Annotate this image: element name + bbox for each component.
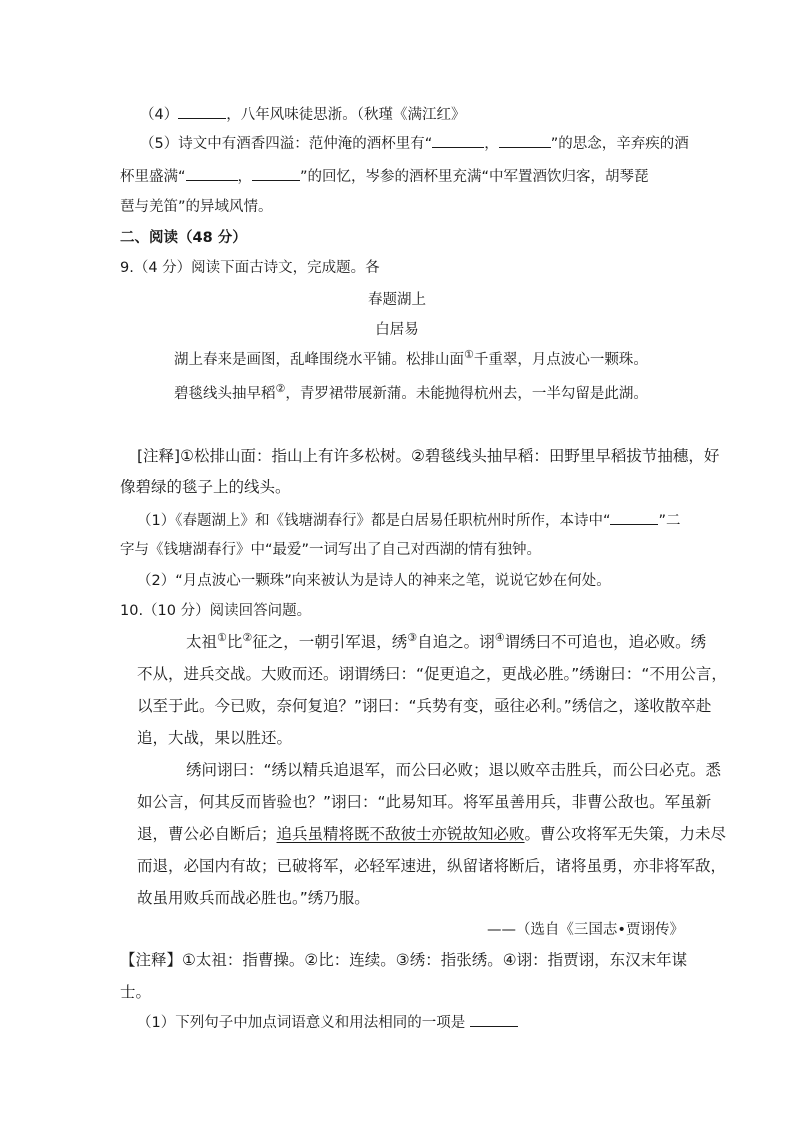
footnote-marker: ① — [217, 631, 227, 644]
q9-sub1-text: （1）《春题湖上》和《钱塘湖春行》都是白居易任职杭州时所作，本诗中“ — [137, 513, 611, 529]
underlined-sentence: 追兵虽精将既不敌彼士亦锐故知必败 — [276, 825, 525, 843]
q5-text: ， — [484, 136, 499, 152]
passage-line-3: 以至于此。今已败，奈何复追？”诩曰：“兵势有变，亟往必利。”绣信之，遂收散卒赴 — [137, 697, 712, 715]
passage-line-4: 追，大战，果以胜还。 — [137, 729, 293, 747]
passage-text: 比 — [226, 633, 243, 651]
poem-note-1: [注释]①松排山面：指山上有许多松树。②碧毯线头抽早稻：田野里早稻拔节抽穗，好 — [137, 447, 720, 465]
passage-line-1 — [186, 632, 706, 654]
poem-note-2: 像碧绿的毯子上的线头。 — [120, 478, 291, 496]
q5-text: ”的回忆，岑参的酒杯里充满“中军置酒饮归客，胡琴琵 — [300, 169, 649, 185]
q5-text: （5）诗文中有酒香四溢：范仲淹的酒杯里有“ — [140, 136, 433, 152]
q4-line — [140, 104, 465, 125]
answer-blank[interactable] — [470, 1012, 518, 1027]
passage-text: 太祖 — [186, 633, 218, 651]
footnote-marker: ① — [464, 348, 474, 361]
passage-line-9: 故虽用败兵而战必胜也。”绣乃服。 — [137, 889, 370, 907]
section-heading: 二、阅读（48 分） — [120, 230, 247, 246]
passage-text: 征之，一朝引军退，绣 — [252, 633, 408, 651]
passage-line-2: 不从，进兵交战。大败而还。诩谓绣曰：“促更追之，更战必胜。”绣谢曰：“不用公言， — [137, 665, 727, 683]
passage-note-2: 士。 — [120, 983, 152, 1001]
poem-line-2 — [174, 384, 648, 405]
footnote-marker: ③ — [407, 631, 418, 644]
q9-stem: 9.（4 分）阅读下面古诗文，完成题。各 — [120, 260, 380, 276]
q9-sub1-line-2: 字与《钱塘湖春行》中“最爱”一词写出了自己对西湖的情有独钟。 — [120, 542, 542, 558]
q4-text: ，八年风味徒思浙。（秋瑾《满江红》 — [226, 107, 466, 123]
footnote-marker: ② — [275, 382, 286, 395]
poem-text: ，青罗裙带展新蒲。未能抛得杭州去，一半勾留是此湖。 — [285, 386, 648, 402]
passage-text: 。曹公攻将军无失策，力未尽 — [524, 825, 727, 843]
q5-line-1 — [140, 133, 689, 154]
answer-blank[interactable] — [178, 104, 226, 119]
passage-note-1: 【注释】①太祖：指曹操。②比：连续。③绣：指张绣。④诩：指贾诩，东汉末年谋 — [120, 951, 688, 969]
poem-text: 湖上春来是画图，乱峰围绕水平铺。松排山面 — [174, 352, 464, 368]
passage-line-6: 如公言，何其反而皆验也？”诩曰：“此易知耳。将军虽善用兵，非曹公敌也。军虽新 — [137, 793, 712, 811]
answer-blank[interactable] — [432, 133, 484, 148]
answer-blank[interactable] — [186, 166, 238, 181]
footnote-marker: ② — [242, 631, 253, 644]
passage-text: 退，曹公必自断后； — [137, 825, 277, 843]
poem-text: 千重翠，月点波心一颗珠。 — [473, 352, 648, 368]
q10-sub1-text: （1）下列句子中加点词语意义和用法相同的一项是 — [137, 1015, 466, 1031]
poem-author: 白居易 — [375, 322, 419, 338]
footnote-marker: ④ — [494, 631, 505, 644]
q5-line-2 — [120, 166, 649, 187]
answer-blank[interactable] — [252, 166, 300, 181]
answer-blank[interactable] — [610, 510, 658, 525]
q9-sub1-line-1 — [137, 510, 681, 531]
passage-line-8: 而退，必国内有故；已破将军，必轻军速进，纵留诸将断后，诸将虽勇，亦非将军敌， — [137, 857, 727, 875]
answer-blank[interactable] — [499, 133, 551, 148]
passage-line-7 — [137, 824, 726, 844]
q4-prefix: （4） — [140, 107, 179, 123]
passage-text: 谓绣曰不可追也，追必败。绣 — [504, 633, 707, 651]
passage-text: 自追之。诩 — [417, 633, 495, 651]
q5-text: ”的思念，辛弃疾的酒 — [550, 136, 689, 152]
passage-line-5: 绣问诩曰：“绣以精兵追退军，而公曰必败；退以败卒击胜兵，而公曰必克。悉 — [186, 761, 722, 779]
q5-text: 杯里盛满“ — [120, 169, 186, 185]
poem-text: 碧毯线头抽早稻 — [174, 386, 276, 402]
q5-text: ， — [237, 169, 253, 185]
poem-line-1 — [174, 350, 648, 371]
passage-source: ——（选自《三国志•贾诩传》 — [486, 922, 684, 938]
q10-sub1 — [137, 1012, 518, 1033]
q10-stem: 10.（10 分）阅读回答问题。 — [120, 603, 312, 619]
q9-sub1-text: ”二 — [658, 513, 681, 529]
poem-title: 春题湖上 — [368, 292, 426, 308]
q5-line-3: 琶与羌笛”的异域风情。 — [120, 199, 273, 215]
q9-sub2: （2）“月点波心一颗珠”向来被认为是诗人的神来之笔，说说它妙在何处。 — [137, 573, 611, 589]
